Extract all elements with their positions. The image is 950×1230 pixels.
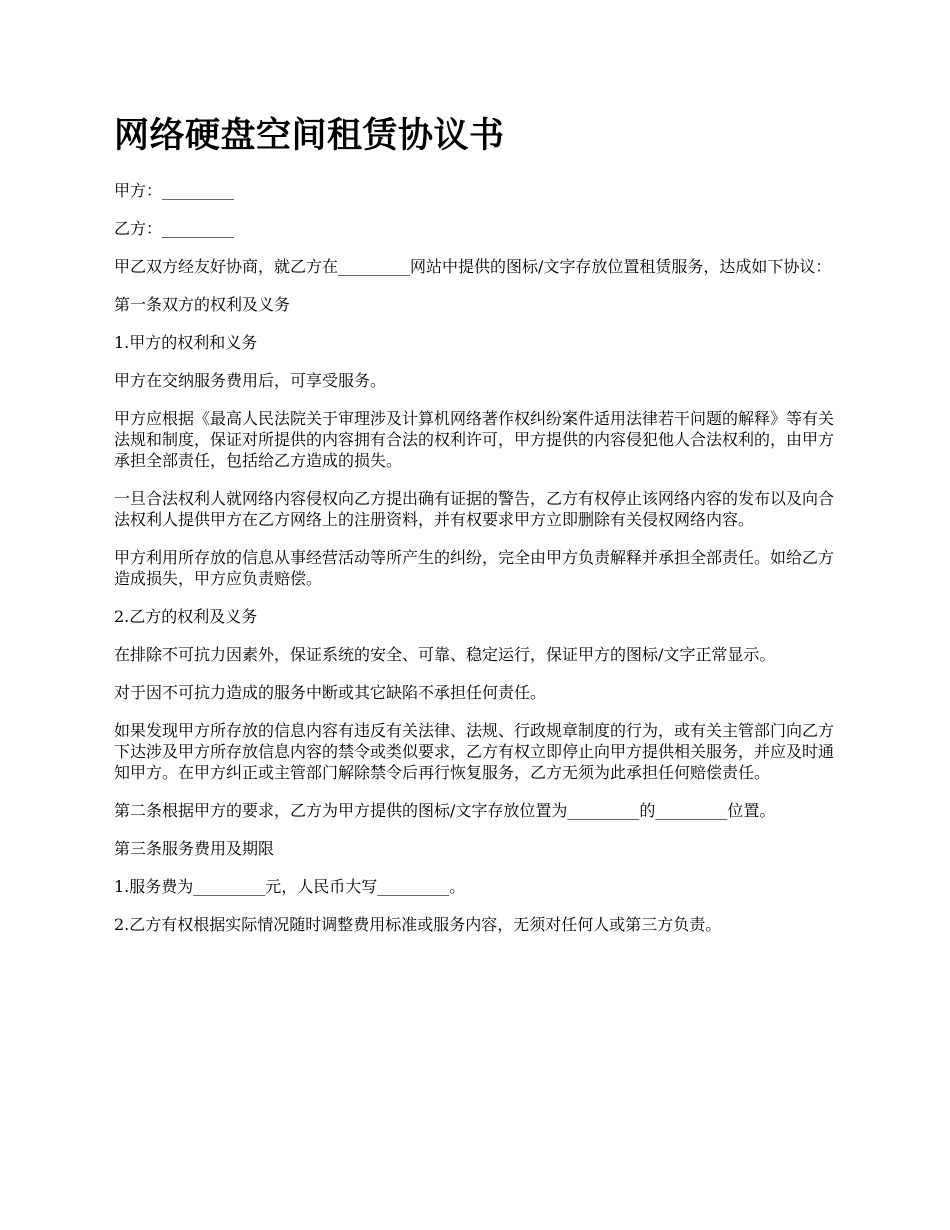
section-2-heading: 2.乙方的权利及义务: [114, 607, 258, 626]
article-2-paragraph: 第二条根据甲方的要求，乙方为甲方提供的图标/文字存放位置为_________的_________位置。: [114, 801, 776, 820]
section-1-heading: 1.甲方的权利和义务: [114, 333, 258, 352]
body-paragraph: 如果发现甲方所存放的信息内容有违反有关法律、法规、行政规章制度的行为，或有关主管部门向乙方下达涉及甲方所存放信息内容的禁令或类似要求，乙方有权立即停止向甲方提供相关服务，并应及时通知甲方。在甲方纠正或主管部门解除禁令后再行恢复服务，乙方无须为此承担任何赔偿责任。: [114, 721, 835, 782]
fee-adjustment-paragraph: 2.乙方有权根据实际情况随时调整费用标准或服务内容，无须对任何人或第三方负责。: [114, 915, 722, 934]
body-paragraph: 甲方在交纳服务费用后，可享受服务。: [114, 371, 387, 390]
body-paragraph: 甲方应根据《最高人民法院关于审理涉及计算机网络著作权纠纷案件适用法律若干问题的解释》等有关法规和制度，保证对所提供的内容拥有合法的权利许可，甲方提供的内容侵犯他人合法权利的，由甲方承担全部责任，包括给乙方造成的损失。: [114, 409, 835, 470]
party-b-line: 乙方：_________: [114, 219, 235, 238]
body-paragraph: 对于因不可抗力造成的服务中断或其它缺陷不承担任何责任。: [114, 683, 547, 702]
document-title: 网络硬盘空间租赁协议书: [114, 115, 505, 156]
party-a-line: 甲方：_________: [114, 181, 235, 200]
body-paragraph: 甲方利用所存放的信息从事经营活动等所产生的纠纷，完全由甲方负责解释并承担全部责任。如给乙方造成损失，甲方应负责赔偿。: [114, 548, 835, 588]
preamble-paragraph: 甲乙双方经友好协商，就乙方在_________网站中提供的图标/文字存放位置租赁服务，达成如下协议：: [114, 257, 832, 276]
fee-paragraph: 1.服务费为_________元，人民币大写_________。: [114, 877, 466, 896]
document-page: [114, 112, 840, 952]
body-paragraph: 在排除不可抗力因素外，保证系统的安全、可靠、稳定运行，保证甲方的图标/文字正常显示。: [114, 645, 776, 664]
article-3-heading: 第三条服务费用及期限: [114, 839, 275, 858]
body-paragraph: 一旦合法权利人就网络内容侵权向乙方提出确有证据的警告，乙方有权停止该网络内容的发布以及向合法权利人提供甲方在乙方网络上的注册资料，并有权要求甲方立即删除有关侵权网络内容。: [114, 489, 835, 529]
article-1-heading: 第一条双方的权利及义务: [114, 295, 291, 314]
